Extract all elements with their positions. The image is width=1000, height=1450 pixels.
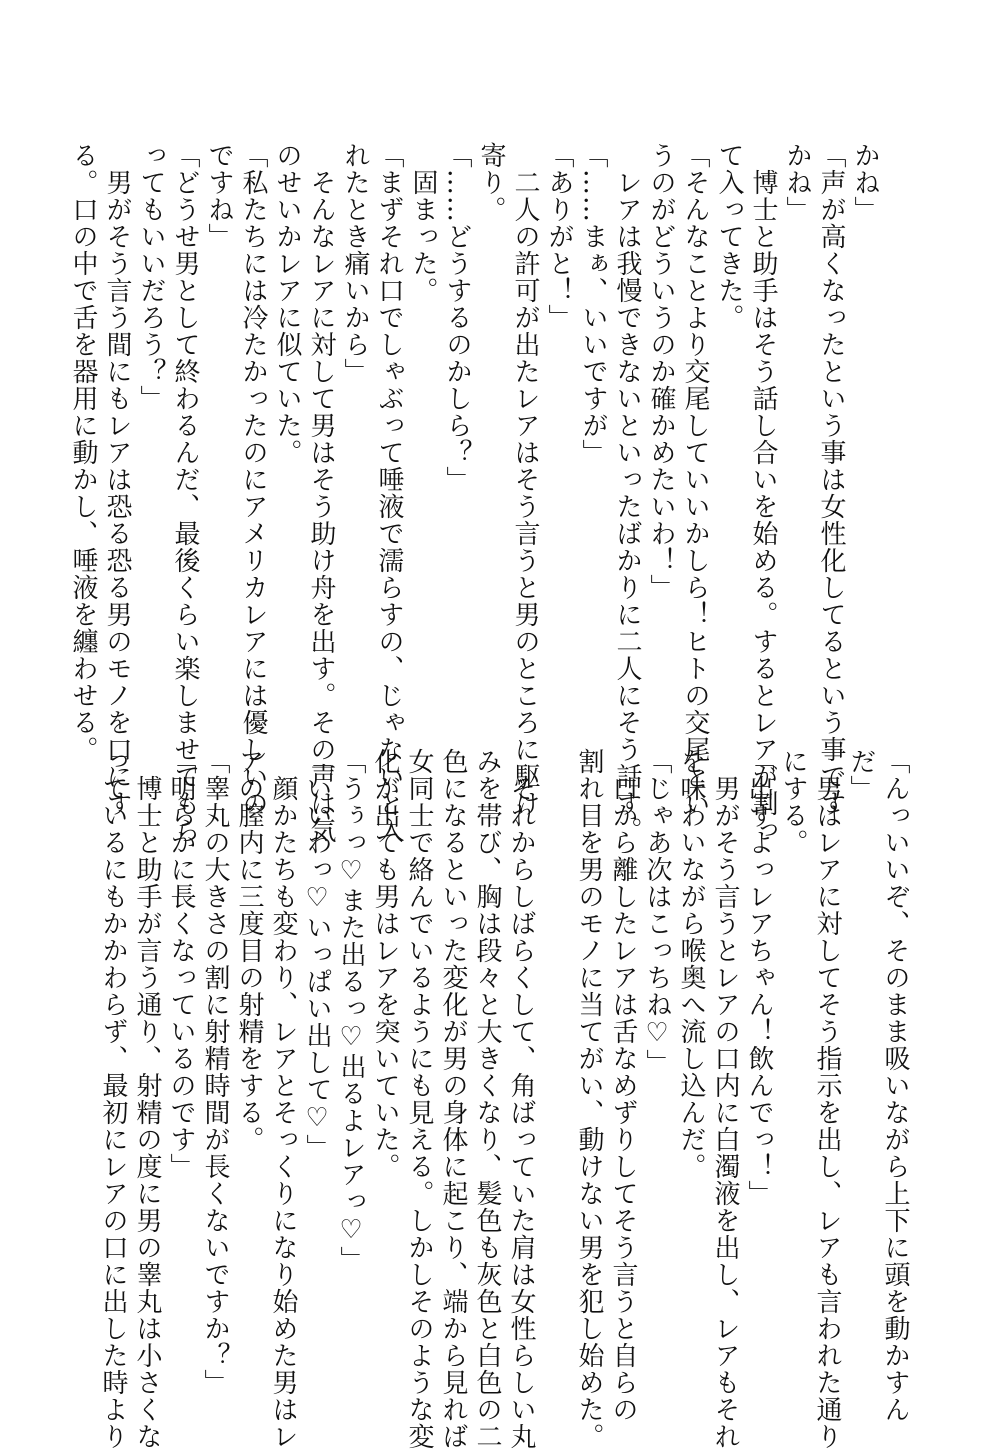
text-line: 男がそう言うとレアの口内に白濁液を出し、レアもそれ	[710, 748, 740, 1450]
text-line: 「いいわっ♡いっぱい出して♡」	[302, 748, 332, 1161]
text-line: かね」	[850, 142, 880, 223]
text-line: みを帯び、胸は段々と大きくなり、髪色も灰色と白色の二	[472, 748, 502, 1450]
text-line: 博士と助手が言う通り、射精の度に男の睾丸は小さくな	[132, 748, 162, 1450]
text-block-top	[68, 142, 882, 844]
text-line: にする。	[778, 748, 808, 856]
text-line: 「睾丸の大きさの割に射精時間が長くないですか？」	[200, 748, 230, 1396]
text-line: のせいかレアに似ていた。	[272, 142, 302, 466]
text-line: る。口の中で舌を器用に動かし、唾液を纏わせる。	[68, 142, 98, 763]
text-line: 「……どうするのかしら？」	[442, 142, 472, 493]
text-line: ってもいいだろう？」	[136, 142, 166, 412]
text-line: それからしばらくして、角ばっていた肩は女性らしい丸	[506, 748, 536, 1450]
text-line: そんなレアに対して男はそう助け舟を出す。その声は気	[306, 142, 336, 844]
text-line: 「声が高くなったという事は女性化してるという事です	[816, 142, 846, 817]
text-line: れたとき痛いから」	[340, 142, 370, 385]
text-line: 化が出ても男はレアを突いていた。	[370, 748, 400, 1180]
text-line: 「……まぁ、いいですが」	[578, 142, 608, 466]
text-line: ですね」	[204, 142, 234, 250]
text-line: アの膣内に三度目の射精をする。	[234, 748, 264, 1153]
text-line: 男はレアに対してそう指示を出し、レアも言われた通り	[812, 748, 842, 1450]
text-block-bottom	[98, 748, 912, 1450]
text-line: 「どうせ男として終わるんだ、最後くらい楽しませてもら	[170, 142, 200, 844]
text-line: 二人の許可が出たレアはそう言うと男のところに駆け	[510, 142, 540, 817]
text-line: て入ってきた。	[714, 142, 744, 331]
text-line: 「ありがと！」	[544, 142, 574, 331]
text-line: 「出すよっレアちゃん！飲んでっ！」	[744, 748, 774, 1207]
text-line: 「んっいいぞ、そのまま吸いながら上下に頭を動かすん	[880, 748, 910, 1423]
text-line: 色になるといった変化が男の身体に起こり、端から見れば	[438, 748, 468, 1450]
text-line: 顔かたちも変わり、レアとそっくりになり始めた男はレ	[268, 748, 298, 1450]
text-line: 寄り。	[476, 142, 506, 223]
text-line: 「私たちには冷たかったのにアメリカレアには優しいの	[238, 142, 268, 817]
text-line	[538, 748, 572, 1308]
text-line: 「じゃあ次はこっちね♡」	[642, 748, 672, 1076]
text-line: 女同士で絡んでいるようにも見える。しかしそのような変	[404, 748, 434, 1450]
text-line: 博士と助手はそう話し合いを始める。するとレアが割っ	[748, 142, 778, 844]
text-line: だ」	[846, 748, 876, 802]
text-line: っているにもかかわらず、最初にレアの口に出した時より	[98, 748, 128, 1450]
text-line: うのがどういうのか確かめたいわ！」	[646, 142, 676, 601]
text-line: レアは我慢できないといったばかりに二人にそう話す。	[612, 142, 642, 844]
text-line: を味わいながら喉奥へ流し込んだ。	[676, 748, 706, 1180]
text-line: 「うぅっ♡また出るっ♡出るよレアっ♡」	[336, 748, 366, 1273]
text-line: 「明らかに長くなっているのです」	[166, 748, 196, 1180]
text-line: 「そんなことより交尾していいかしら！ヒトの交尾とい	[680, 142, 710, 817]
text-line: 男がそう言う間にもレアは恐る恐る男のモノを口にす	[102, 142, 132, 817]
text-line: 割れ目を男のモノに当てがい、動けない男を犯し始めた。	[574, 748, 604, 1450]
text-line: 固まった。	[408, 142, 438, 304]
text-line: 「まずそれ口でしゃぶって唾液で濡らすの、じゃないと入	[374, 142, 404, 844]
text-line: かね」	[782, 142, 812, 223]
text-line: 口から離したレアは舌なめずりしてそう言うと自らの	[608, 748, 638, 1423]
